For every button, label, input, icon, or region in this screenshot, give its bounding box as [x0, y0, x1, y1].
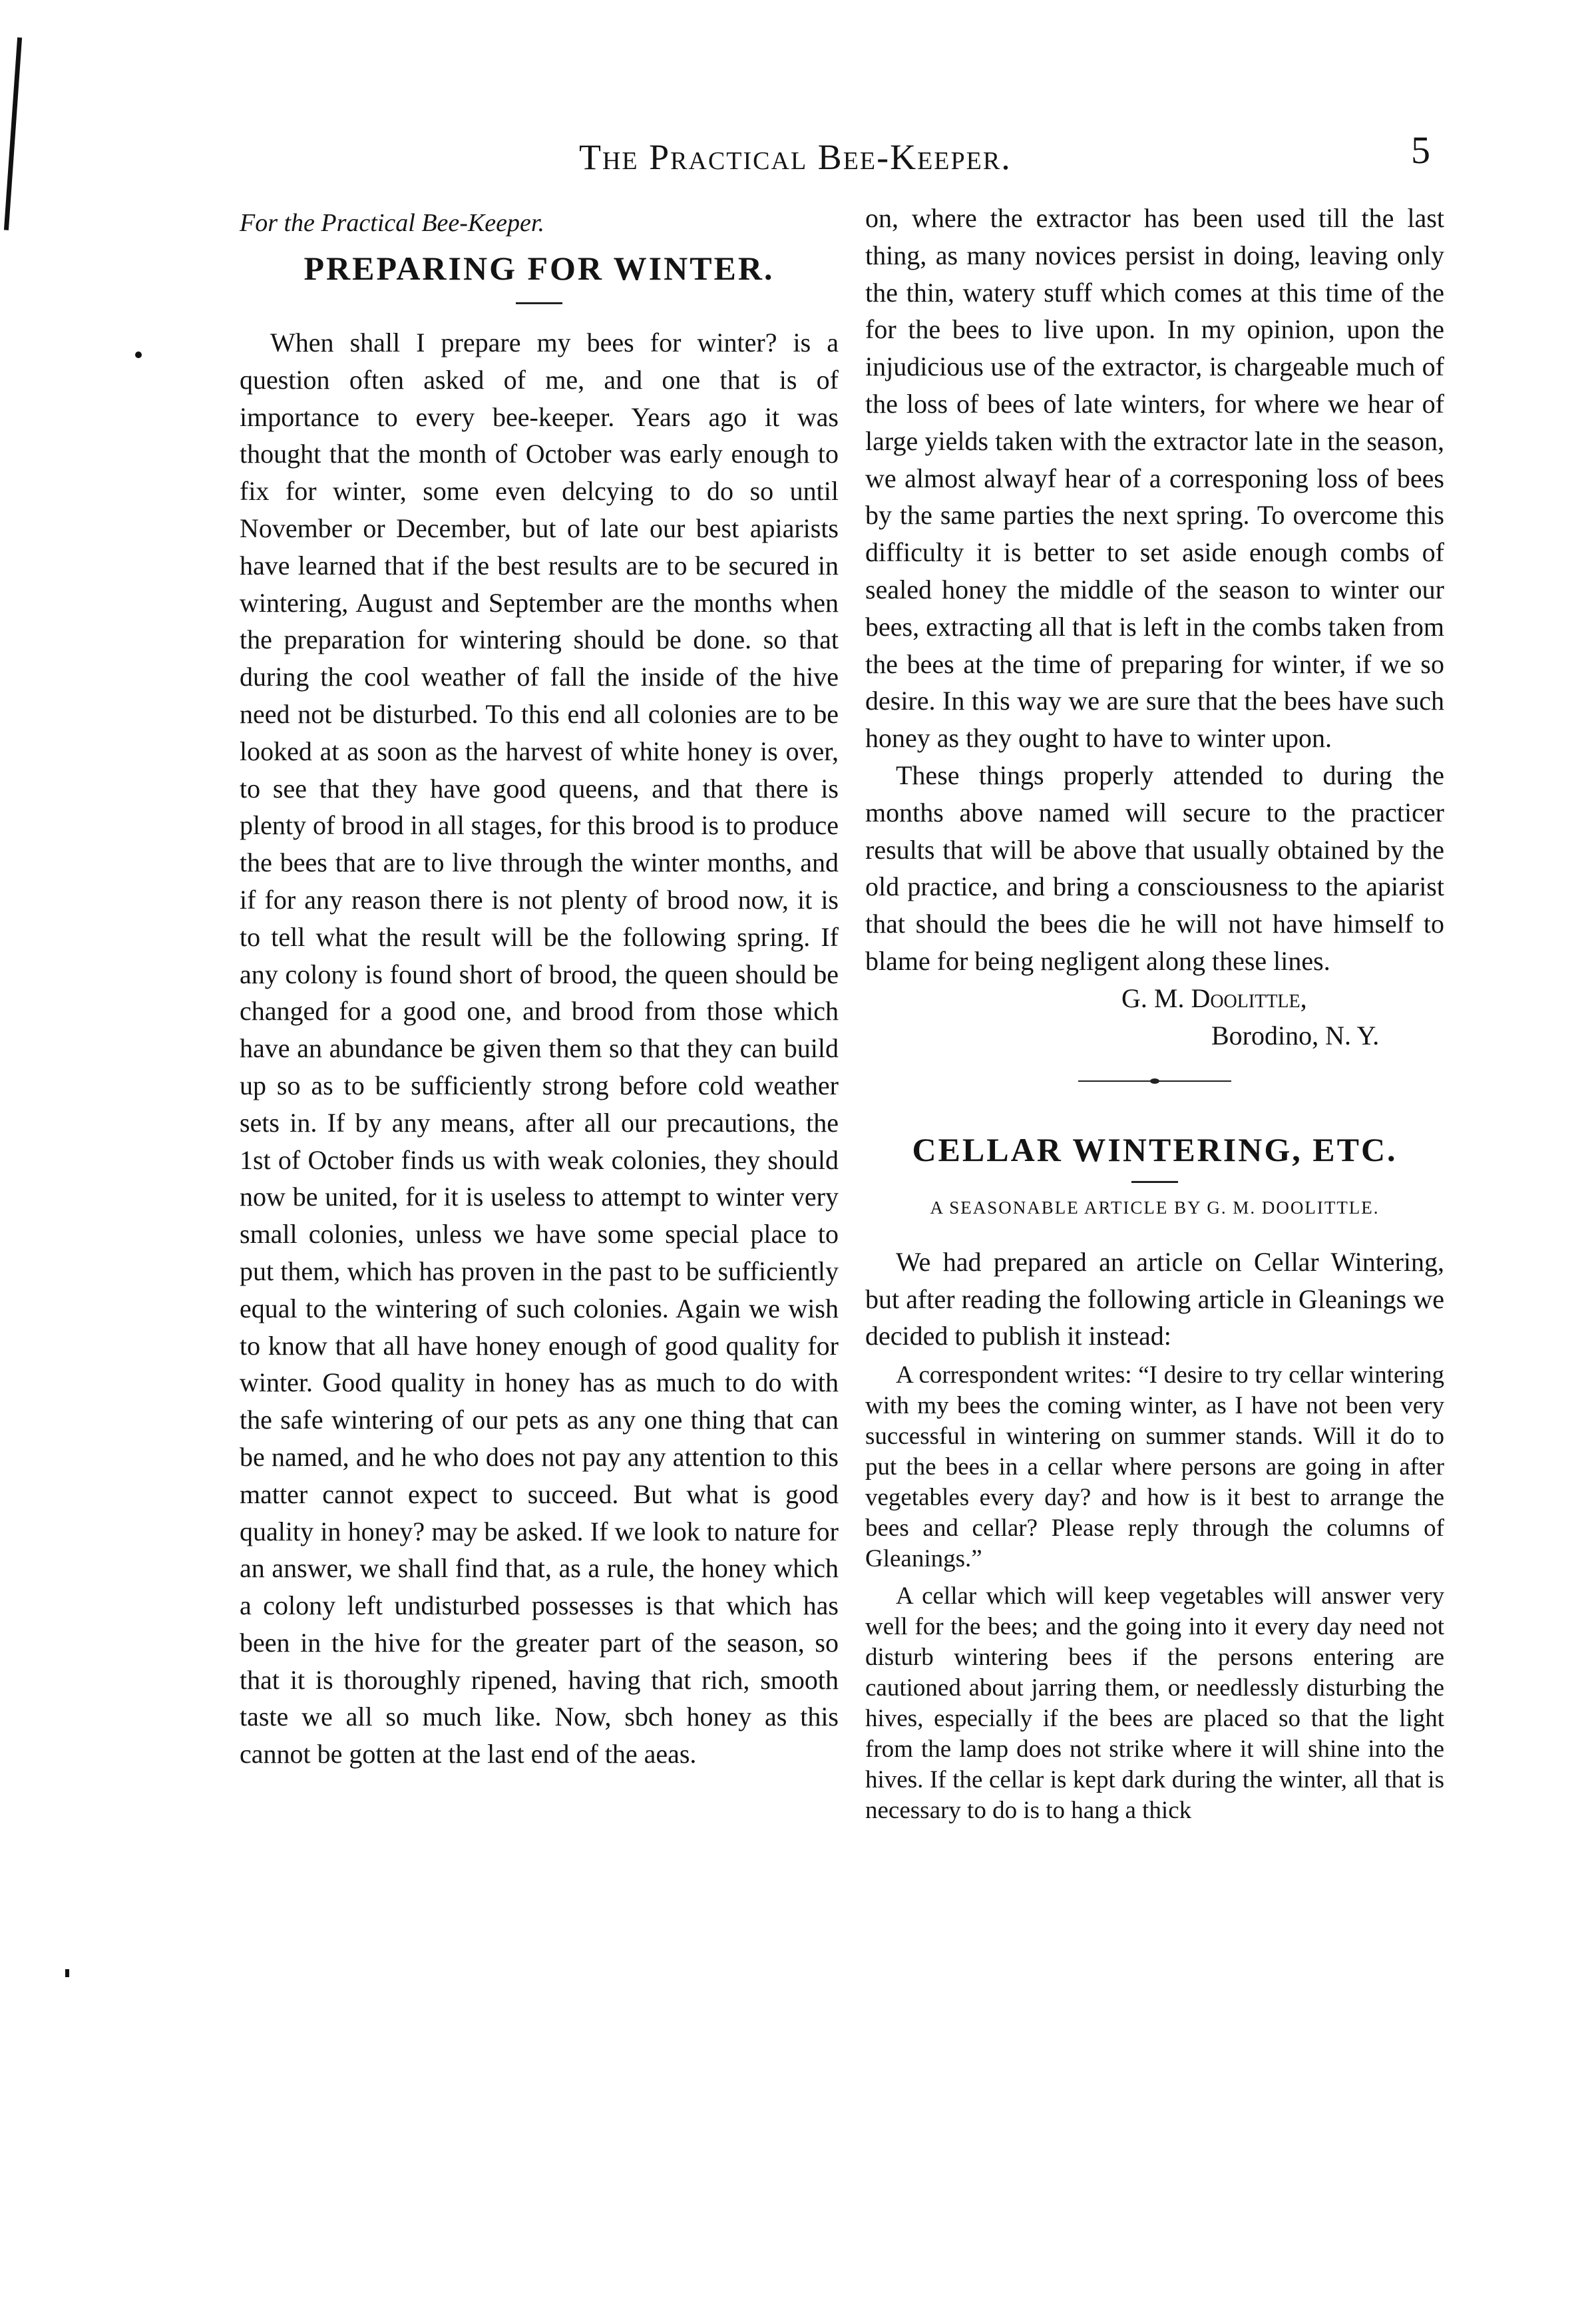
article-subtitle: A SEASONABLE ARTICLE BY G. M. DOOLITTLE.: [930, 1197, 1380, 1218]
scan-speck: [65, 1969, 69, 1977]
source-line: For the Practical Bee-Keeper.: [240, 209, 544, 237]
title-rule: [1131, 1181, 1178, 1183]
running-title: The Practical Bee-Keeper.: [579, 137, 1012, 177]
page-number: 5: [1411, 128, 1430, 172]
quoted-letter: A correspondent writes: “I desire to try cellar wintering with my bees the coming winter, as I have not been very successful in wintering on summer stands. Will it do to put the bees in a cellar where persons are going in after vegetables every day? and how is it best to arrange the bees and cellar? Please reply through the columns of Gleanings.”: [865, 1361, 1444, 1573]
section-divider: [1078, 1078, 1231, 1084]
right-column: [865, 200, 1444, 1826]
article-title: CELLAR WINTERING, ETC.: [912, 1130, 1398, 1168]
author-signature: G. M. Doolittle,: [1121, 983, 1307, 1013]
article-paragraph: We had prepared an article on Cellar Wintering, but after reading the following article in Gleanings we decided to publish it instead:: [865, 1246, 1444, 1351]
article-paragraph: When shall I prepare my bees for winter? is a question often asked of me, and one that is of importance to every bee-keeper. Years ago it was thought that the month of October was early enough to fix for winter, some even delcying to do so until November or December, but of late our best apiarists have learned that if the best results are to be secured in wintering, August and September are the months when the preparation for wintering should be done. so that during the cool weather of fall the inside of the hive need not be disturbed. To this end all colonies are to be looked at as soon as the harvest of white honey is over, to see that they have good queens, and that there is plenty of brood in all stages, for this brood is to produce the bees that are to live through the winter months, and if for any reason there is not plenty of brood now, it is to tell what the result will be the following spring. If any colony is found short of brood, the queen should be changed for a good one, and brood from those which have an abundance be given them so that they can build up so as to be sufficiently strong before cold weather sets in. If by any means, after all our precautions, the 1st of October finds us with weak colonies, they should now be united, for it is useless to attempt to winter very small colonies, unless we have some special place to put them, which has proven in the past to be sufficiently equal to the wintering of such colonies. Again we wish to know that all have honey enough of good quality for winter. Good quality in honey has as much to do with the safe wintering of our pets as any one thing that can be named, and he who does not pay any attention to this matter cannot expect to succeed. But what is good quality in honey? may be asked. If we look to nature for an answer, we shall find that, as a rule, the honey which a colony left undisturbed possesses is that which has been in the hive for the greater part of the season, so that it is thoroughly ripened, having that rich, smooth taste we all so much like. Now, sbch honey as this cannot be gotten at the last end of the aeas.: [240, 328, 839, 1769]
article-paragraph: on, where the extractor has been used till the last thing, as many novices persist in doing, leaving only the thin, watery stuff which comes at this time of the for the bees to live upon. In my opinion, upon the injudicious use of the extractor, is chargeable much of the loss of bees of late winters, for where we hear of large yields taken with the extractor late in the season, we almost alwayf hear of a corresponing loss of bees by the same parties the next spring. To overcome this difficulty it is better to set aside enough combs of sealed honey the middle of the season to winter our bees, extracting all that is left in the combs taken from the bees at the time of preparing for winter, if we so desire. In this way we are sure that the bees have such honey as they ought to have to winter upon.: [865, 203, 1444, 754]
article-paragraph: These things properly attended to during the months above named will secure to the practicer results that will be above that usually obtained by the old practice, and bring a consciousness to the apiarist that should the bees die he will not have himself to blame for being negligent along these lines.: [865, 760, 1444, 976]
reply-paragraph: A cellar which will keep vegetables will answer very well for the bees; and the going into it every day need not disturb wintering bees if the persons entering are cautioned about jarring them, or needlessly disturbing the hives, especially if the bees are placed so that the light from the lamp does not strike where it will shine into the hives. If the cellar is kept dark during the winter, all that is necessary to do is to hang a thick: [865, 1582, 1444, 1825]
scan-speck: [135, 351, 142, 358]
left-column: [240, 200, 839, 1773]
scan-edge-mark: [4, 37, 22, 230]
article-title: PREPARING FOR WINTER.: [303, 250, 775, 287]
author-location: Borodino, N. Y.: [1211, 1020, 1380, 1050]
title-rule: [516, 302, 562, 304]
